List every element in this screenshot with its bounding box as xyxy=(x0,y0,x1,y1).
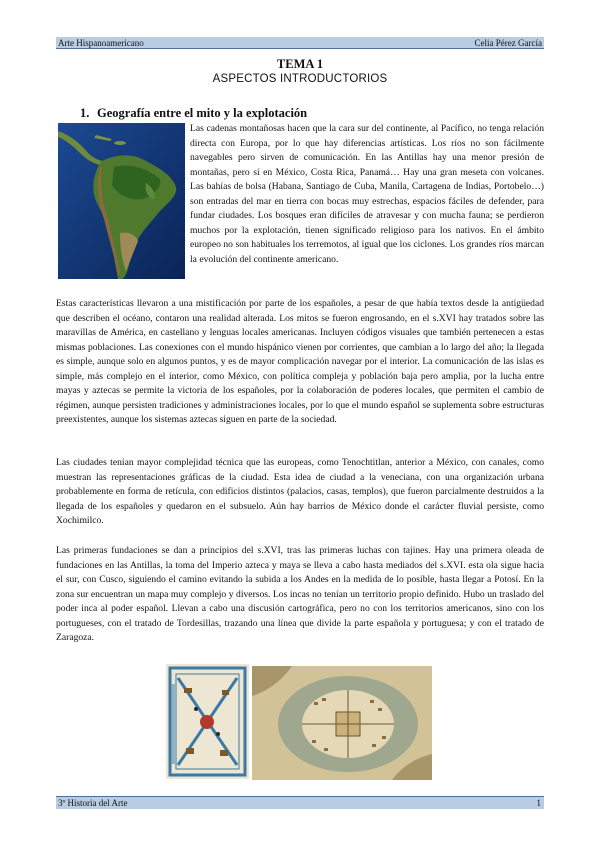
cities-paragraph: Las ciudades tenían mayor complejidad técnica que las europeas, como Tenochtitlan, anterior a México, con canales, como muestran las representaciones gráficas de la ciudad. Esta idea de ciudad a la veneciana, con una organización urbana probablemente en forma de retícula, con edificios distintos (palacios, casas, templos), que fueron parcialmente destruidos a la llegada de los españoles y quedaron en el subsuelo. Aún hay barrios de México donde el carácter fluvial persiste, como Xochimilco. xyxy=(56,457,544,526)
intro-paragraph: Las cadenas montañosas hacen que la cara sur del continente, al Pacífico, no tenga relación directa con Europa, por lo que hay diferencias artísticas. Los ríos no son fácilmente navegables pero sirven de comunicación. En las Antillas hay una menor presión de montañas, pero sí en México, Costa Rica, Panamá… Hay una gran meseta con volcanes. Las bahías de bolsa (Habana, Santiago de Cuba, Manila, Cartagena de Indias, Portobelo…) son entradas del mar en tierra con bocas muy estrechas, espacios fáciles de defender, para fundar ciudades. Los bosques eran difíciles de atravesar y con mucha fauna; se perdieron muchos por la explotación, tienen significado religioso para los nativos. En el ámbito europeo no son habituales los terremotos, al igual que los ciclones. Los grandes ríos marcan la evolución del continente americano. xyxy=(190,123,544,265)
section-heading-text: Geografía entre el mito y la explotación xyxy=(97,106,308,120)
codex-mendoza-image xyxy=(166,664,249,779)
south-america-satellite-map-image xyxy=(58,123,185,279)
header-author-name: Celia Pérez García xyxy=(474,38,542,48)
section-number: 1. xyxy=(80,106,90,120)
tenochtitlan-map-image xyxy=(252,666,432,780)
topic-subtitle: ASPECTOS INTRODUCTORIOS xyxy=(212,73,388,85)
mythification-paragraph: Estas características llevaron a una mistificación por parte de los españoles, a pesar de que había textos desde la antigüedad que describen el océano, contaron una realidad alterada. Los mitos se fueron engrosando, en el s.XVI hay tratados sobre las maravillas de América, en castellano y lenguas locales americanas. Incluyen códigos visuales que también pertenecen a estas mismas poblaciones. Las conexiones con el mundo hispánico vienen por corrientes, que cambian a lo largo del año; la llegada es simple, aunque solo en algunos puntos, y es de mayor complicación navegar por el interior. La comunicación de las islas es simple, más complejo en el interior, como México, con política compleja y población baja pero amplia, por la lucha entre mayas y aztecas se permite la victoria de los españoles, por la colaboración de poderes locales, que permiten el cambio de régimen, aunque persisten tradiciones y administraciones locales, por lo que el mundo español se suplementa sobre estructuras preexistentes, aunque los sistemas aztecas siguen en parte de la sociedad. xyxy=(56,298,544,425)
foundations-paragraph: Las primeras fundaciones se dan a principios del s.XVI, tras las primeras luchas con tajines. Hay una primera oleada de fundaciones en las Antillas, la toma del Imperio azteca y maya se lleva a cabo hasta mediados del s.XVI. esta ola sigue hacia el sur, con Cusco, siguiendo el camino evitando la subida a los Andes en la medida de lo posible, hasta llegar a Potosí. En la zona sur encuentran un mapa muy complejo y diversos. Los incas no tenían un territorio propio definido. Hubo un traslado del poder inca al poder español. Llevan a cabo una discusión cartográfica, pero no con los territorios americanos, sino con los portugueses, con el tratado de Tordesillas, trazando una línea que divide la parte española y portuguesa; y con el tratado de Zaragoza. xyxy=(56,545,544,643)
section-heading xyxy=(80,106,307,121)
footer-page-number: 1 xyxy=(536,798,541,808)
topic-title: TEMA 1 xyxy=(276,57,324,71)
page-footer xyxy=(56,796,544,809)
footer-course-label: 3º Historia del Arte xyxy=(58,798,128,808)
page-header xyxy=(56,37,544,49)
header-course-name: Arte Hispanoamericano xyxy=(58,38,144,48)
